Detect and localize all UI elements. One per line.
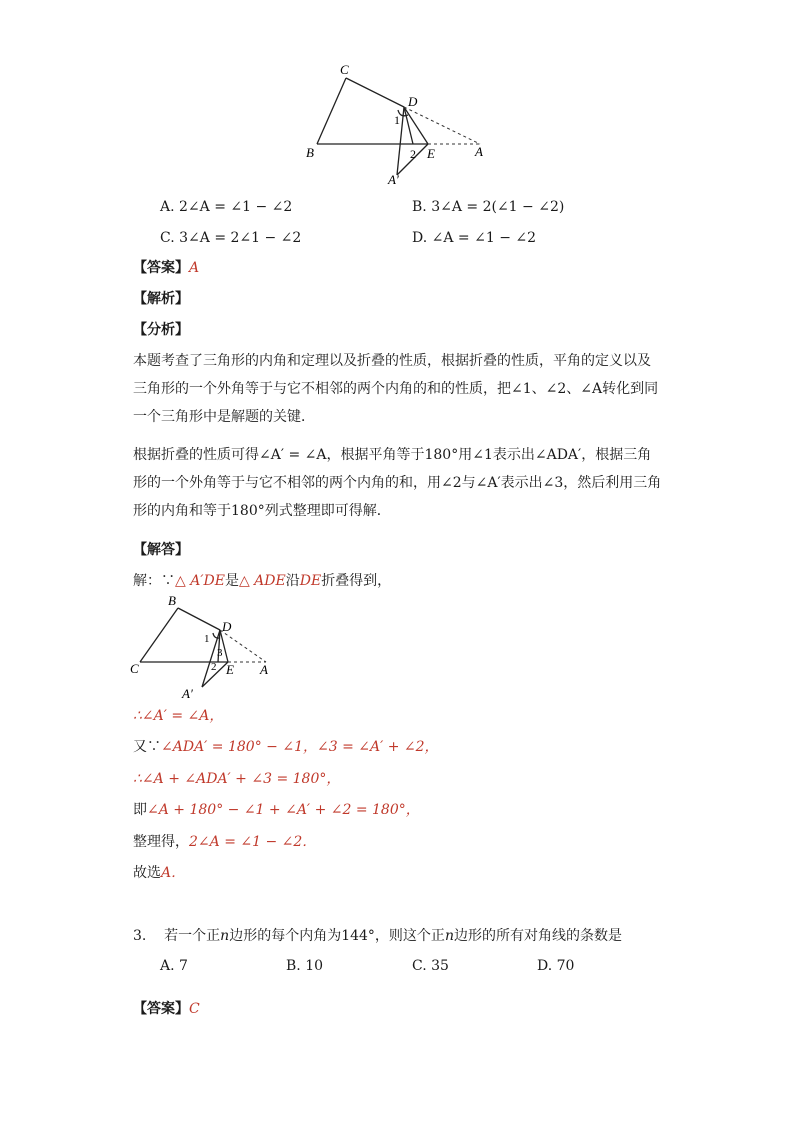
choice-A-text: 2∠A = ∠1 − ∠2 — [179, 199, 293, 215]
q3-option-D-value: 70 — [556, 958, 575, 974]
question-3-option-B — [286, 957, 323, 975]
question-3-option-A — [160, 957, 188, 975]
choice-D-text: ∠A = ∠1 − ∠2 — [431, 230, 537, 246]
choice-C-text: 3∠A = 2∠1 − ∠2 — [179, 230, 302, 246]
choice-B-text: 3∠A = 2(∠1 − ∠2) — [431, 199, 565, 215]
question-3-text-a: 若一个正 — [164, 928, 221, 944]
choice-D — [412, 229, 536, 247]
question-3-option-D — [537, 957, 574, 975]
label-D: D — [408, 94, 418, 109]
segment-CD — [346, 78, 404, 107]
label-E: E — [427, 146, 435, 161]
question-3-number: 3. — [133, 928, 147, 944]
choice-A-letter: A. — [160, 199, 175, 215]
segment-BC — [317, 78, 346, 144]
solution-step-3: ∴∠A + ∠ADA′ + ∠3 = 180°， — [133, 771, 341, 787]
figure-2-solution-diagram — [128, 592, 278, 704]
answer-value: A — [189, 260, 200, 276]
choice-C-letter: C. — [160, 230, 175, 246]
label-A: A — [475, 144, 483, 159]
solution-step-5-prefix: 整理得， — [133, 834, 189, 850]
label2-D: D — [222, 619, 232, 634]
choice-B — [412, 198, 564, 216]
solution-intro-math2: △ ADE — [238, 573, 286, 589]
label-C: C — [340, 62, 349, 77]
label-A-prime: A′ — [388, 172, 399, 187]
solution-step-4-prefix: 即 — [133, 802, 147, 818]
solution-step-4-math: ∠A + 180° − ∠1 + ∠A′ + ∠2 = 180°， — [147, 802, 420, 818]
solution-step-2 — [133, 738, 439, 756]
solution-step-2-prefix: 又∵ — [133, 739, 161, 755]
q3-option-A-value: 7 — [179, 958, 188, 974]
segment2-BD — [178, 608, 220, 630]
question-3-option-C — [412, 957, 449, 975]
solution-step-2-math: ∠ADA′ = 180° − ∠1，∠3 = ∠A′ + ∠2， — [161, 739, 439, 755]
label2-E: E — [226, 662, 234, 677]
answer-label: 【答案】 — [133, 260, 189, 276]
solution-intro-prefix: 解：∵ — [133, 573, 175, 589]
choice-B-letter: B. — [412, 199, 427, 215]
solution-step-6-math: A． — [161, 865, 186, 881]
q3-option-C-letter: C. — [412, 958, 427, 974]
segment-DE-inner — [404, 107, 413, 144]
choice-D-letter: D. — [412, 230, 428, 246]
solution-intro-mid1: 是 — [224, 573, 239, 589]
q3-option-C-value: 35 — [431, 958, 449, 974]
solution-step-6 — [133, 864, 185, 882]
solution-step-5 — [133, 833, 316, 851]
solution-intro — [133, 572, 391, 590]
choice-C — [160, 229, 301, 247]
answer-line — [133, 259, 199, 277]
label2-A: A — [260, 662, 268, 677]
question-3-answer-line — [133, 1000, 200, 1018]
question-3-answer-value: C — [189, 1001, 200, 1017]
fenxi-label: 【分析】 — [133, 322, 189, 338]
label2-angle-3: 3 — [217, 647, 223, 659]
question-3-n1: n — [220, 928, 230, 944]
q3-option-D-letter: D. — [537, 958, 553, 974]
fenxi-paragraph-1: 本题考查了三角形的内角和定理以及折叠的性质，根据折叠的性质，平角的定义以及三角形的一个外角等于与它不相邻的两个内角的和的性质，把∠1、∠2、∠A转化到同一个三角形中是解题的关键． — [133, 353, 659, 425]
fenxi-paragraph-2: 根据折叠的性质可得∠A′ = ∠A，根据平角等于180°用∠1表示出∠ADA′，根据三角形的一个外角等于与它不相邻的两个内角的和，用∠2与∠A′表示出∠3，然后利用三角形的内角和等于180°列式整理即可得解． — [133, 447, 662, 519]
label-B: B — [306, 145, 314, 160]
solution-intro-mid2: 沿 — [285, 573, 300, 589]
label-angle-2: 2 — [410, 147, 416, 161]
solution-step-1: ∴∠A′ = ∠A， — [133, 708, 224, 724]
question-3-n2: n — [444, 928, 454, 944]
question-3-text-b: 边形的每个内角为144°，则这个正 — [229, 928, 445, 944]
question-3-stem — [133, 927, 622, 945]
q3-option-A-letter: A. — [160, 958, 175, 974]
solution-label: 【解答】 — [133, 542, 189, 558]
label2-angle-2: 2 — [211, 661, 217, 673]
q3-option-B-letter: B. — [286, 958, 301, 974]
solution-step-6-prefix: 故选 — [133, 865, 161, 881]
analysis-label: 【解析】 — [133, 291, 189, 307]
solution-intro-math1: △ A′DE — [175, 573, 225, 589]
segment2-CB — [140, 608, 178, 662]
q3-option-B-value: 10 — [305, 958, 324, 974]
solution-step-4 — [133, 801, 420, 819]
question-3-text-c: 边形的所有对角线的条数是 — [453, 928, 622, 944]
label2-angle-1: 1 — [204, 633, 210, 645]
label2-C: C — [130, 661, 139, 676]
label-angle-1: 1 — [394, 113, 400, 127]
label2-A-prime: A′ — [182, 686, 193, 701]
figure-1-folded-triangle — [300, 58, 500, 188]
question-3-answer-label: 【答案】 — [133, 1001, 189, 1017]
choice-A — [160, 198, 292, 216]
solution-intro-math3: DE — [299, 573, 322, 589]
solution-step-5-math: 2∠A = ∠1 − ∠2． — [189, 834, 317, 850]
solution-intro-suffix: 折叠得到， — [321, 573, 392, 589]
label2-B: B — [168, 593, 176, 608]
